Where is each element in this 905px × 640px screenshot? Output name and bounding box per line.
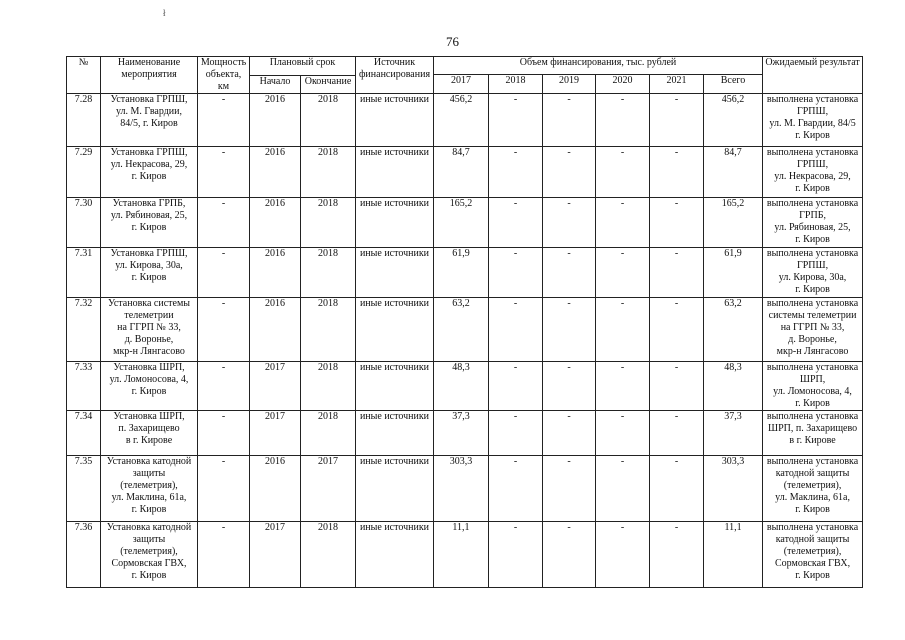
year-value: 11,1 — [434, 522, 489, 588]
year-value: 48,3 — [434, 362, 489, 411]
year-value: 61,9 — [434, 248, 489, 298]
capacity: - — [198, 411, 250, 456]
total-value: 303,3 — [704, 456, 763, 522]
event-name-line: г. Киров — [131, 386, 167, 397]
capacity: - — [198, 522, 250, 588]
event-name-line: защиты — [132, 534, 166, 545]
event-name-line: ул. Ломоносова, 4, — [109, 374, 189, 385]
start-year: 2017 — [250, 522, 301, 588]
end-year: 2018 — [301, 94, 356, 147]
header-year: 2017 — [434, 75, 489, 94]
row-number: 7.30 — [67, 198, 101, 248]
total-value: 37,3 — [704, 411, 763, 456]
event-name-line: Сормовская ГВХ, — [111, 558, 187, 569]
expected-result — [763, 362, 863, 411]
expected-result-line: выполнена установка — [766, 456, 859, 467]
event-name-line: г. Киров — [131, 222, 167, 233]
year-value: 84,7 — [434, 147, 489, 198]
table-row — [67, 248, 863, 298]
start-year: 2016 — [250, 248, 301, 298]
year-value: - — [489, 456, 543, 522]
year-value: - — [489, 147, 543, 198]
event-name-line: (телеметрия), — [120, 480, 178, 491]
event-name-line: Установка катодной — [106, 456, 192, 467]
year-value: - — [543, 298, 596, 362]
expected-result-line: выполнена установка — [766, 248, 859, 259]
table-row — [67, 456, 863, 522]
year-value: - — [596, 248, 650, 298]
header-start: Начало — [250, 76, 301, 94]
funding-source: иные источники — [356, 147, 434, 198]
event-name-line: г. Киров — [131, 171, 167, 182]
expected-result-line: выполнена установка — [766, 298, 859, 309]
expected-result-line: ул. Ломоносова, 4, — [773, 386, 852, 397]
expected-result-line: ул. Кирова, 30а, — [778, 272, 847, 283]
row-number: 7.34 — [67, 411, 101, 456]
end-year: 2018 — [301, 198, 356, 248]
expected-result-line: д. Воронье, — [788, 334, 837, 345]
expected-result-line: ШРП, п. Захарищево — [767, 423, 858, 434]
year-value: - — [489, 362, 543, 411]
event-name-line: г. Киров — [131, 504, 167, 515]
year-value: - — [596, 298, 650, 362]
header-source: Источник финансирования — [356, 57, 434, 94]
expected-result-line: г. Киров — [795, 183, 830, 194]
table-row — [67, 198, 863, 248]
total-value: 84,7 — [704, 147, 763, 198]
event-name-line: ул. М. Гвардии, — [115, 106, 183, 117]
year-value: - — [489, 411, 543, 456]
end-year: 2018 — [301, 522, 356, 588]
header-total: Всего — [704, 75, 763, 94]
start-year: 2016 — [250, 198, 301, 248]
capacity: - — [198, 362, 250, 411]
financing-table — [66, 56, 863, 588]
total-value: 48,3 — [704, 362, 763, 411]
expected-result-line: выполнена установка — [766, 522, 859, 533]
expected-result-line: г. Киров — [795, 570, 830, 581]
capacity: - — [198, 298, 250, 362]
header-year: 2021 — [650, 75, 704, 94]
expected-result-line: г. Киров — [795, 398, 830, 409]
row-number: 7.28 — [67, 94, 101, 147]
event-name — [101, 147, 198, 198]
row-number: 7.31 — [67, 248, 101, 298]
event-name-line: 84/5, г. Киров — [120, 118, 178, 129]
start-year: 2016 — [250, 147, 301, 198]
event-name-line: ул. Маклина, 61а, — [111, 492, 187, 503]
expected-result-line: выполнена установка — [766, 411, 859, 422]
end-year: 2018 — [301, 147, 356, 198]
funding-source: иные источники — [356, 362, 434, 411]
expected-result-line: в г. Кирове — [789, 435, 836, 446]
table-row — [67, 298, 863, 362]
year-value: - — [489, 522, 543, 588]
year-value: - — [543, 198, 596, 248]
header-capacity: Мощность объекта, км — [198, 57, 250, 94]
end-year: 2018 — [301, 411, 356, 456]
total-value: 61,9 — [704, 248, 763, 298]
event-name — [101, 411, 198, 456]
expected-result-line: ШРП, — [799, 374, 826, 385]
year-value: - — [489, 198, 543, 248]
funding-source: иные источники — [356, 522, 434, 588]
year-value: - — [650, 456, 704, 522]
year-value: - — [650, 147, 704, 198]
expected-result-line: ул. Некрасова, 29, — [774, 171, 851, 182]
expected-result — [763, 147, 863, 198]
year-value: 303,3 — [434, 456, 489, 522]
expected-result-line: ул. Маклина, 61а, — [775, 492, 850, 503]
event-name-line: ул. Кирова, 30а, — [115, 260, 183, 271]
capacity: - — [198, 198, 250, 248]
year-value: - — [543, 147, 596, 198]
funding-source: иные источники — [356, 298, 434, 362]
year-value: - — [650, 362, 704, 411]
start-year: 2016 — [250, 298, 301, 362]
capacity: - — [198, 147, 250, 198]
event-name — [101, 248, 198, 298]
event-name — [101, 362, 198, 411]
table-row — [67, 362, 863, 411]
funding-source: иные источники — [356, 94, 434, 147]
expected-result-line: (телеметрия), — [783, 480, 842, 491]
event-name-line: мкр-н Лянгасово — [113, 346, 185, 357]
year-value: - — [489, 94, 543, 147]
capacity: - — [198, 248, 250, 298]
total-value: 456,2 — [704, 94, 763, 147]
expected-result-line: ГРПШ, — [796, 260, 829, 271]
header-year: 2020 — [596, 75, 650, 94]
year-value: 63,2 — [434, 298, 489, 362]
page-number: 76 — [446, 34, 459, 49]
expected-result — [763, 198, 863, 248]
expected-result-line: ул. М. Гвардии, 84/5 — [769, 118, 856, 129]
expected-result — [763, 298, 863, 362]
year-value: - — [543, 522, 596, 588]
expected-result-line: выполнена установка — [766, 147, 859, 158]
start-year: 2017 — [250, 411, 301, 456]
expected-result-line: выполнена установка — [766, 198, 859, 209]
end-year: 2017 — [301, 456, 356, 522]
expected-result-line: г. Киров — [795, 284, 830, 295]
table-body — [67, 94, 863, 588]
expected-result-line: катодной защиты — [775, 534, 850, 545]
header-num: № — [67, 57, 101, 94]
scan-artifact: ł — [163, 8, 166, 18]
year-value: - — [650, 411, 704, 456]
funding-source: иные источники — [356, 456, 434, 522]
year-value: - — [596, 147, 650, 198]
event-name-line: ул. Рябиновая, 25, — [110, 210, 188, 221]
expected-result-line: г. Киров — [795, 130, 830, 141]
expected-result-line: катодной защиты — [775, 468, 850, 479]
expected-result-line: (телеметрия), — [783, 546, 842, 557]
event-name — [101, 94, 198, 147]
header-period: Плановый срок — [250, 57, 356, 76]
header-volume: Объем финансирования, тыс. рублей — [434, 57, 763, 75]
event-name — [101, 456, 198, 522]
event-name — [101, 298, 198, 362]
event-name-line: Установка катодной — [106, 522, 192, 533]
year-value: - — [596, 362, 650, 411]
year-value: - — [650, 522, 704, 588]
expected-result — [763, 522, 863, 588]
year-value: - — [489, 298, 543, 362]
table-row — [67, 522, 863, 588]
row-number: 7.32 — [67, 298, 101, 362]
expected-result-line: Сормовская ГВХ, — [774, 558, 851, 569]
year-value: - — [596, 522, 650, 588]
expected-result-line: ГРПШ, — [796, 106, 829, 117]
table-row — [67, 94, 863, 147]
event-name-line: в г. Кирове — [125, 435, 173, 446]
year-value: - — [543, 248, 596, 298]
header-name: Наименование мероприятия — [101, 57, 198, 94]
start-year: 2016 — [250, 456, 301, 522]
event-name-line: ул. Некрасова, 29, — [110, 159, 188, 170]
funding-source: иные источники — [356, 411, 434, 456]
event-name — [101, 198, 198, 248]
header-year: 2018 — [489, 75, 543, 94]
year-value: - — [650, 298, 704, 362]
year-value: - — [543, 94, 596, 147]
expected-result-line: на ГГРП № 33, — [780, 322, 845, 333]
expected-result-line: ГРПШ, — [796, 159, 829, 170]
expected-result-line: г. Киров — [795, 504, 830, 515]
year-value: 165,2 — [434, 198, 489, 248]
year-value: 37,3 — [434, 411, 489, 456]
header-end: Окончание — [301, 76, 356, 94]
year-value: - — [596, 411, 650, 456]
event-name-line: Установка ШРП, — [113, 411, 185, 422]
year-value: - — [650, 94, 704, 147]
table-row — [67, 147, 863, 198]
event-name-line: г. Киров — [131, 570, 167, 581]
row-number: 7.33 — [67, 362, 101, 411]
event-name-line: Установка ГРПШ, — [110, 248, 188, 259]
expected-result — [763, 456, 863, 522]
row-number: 7.35 — [67, 456, 101, 522]
total-value: 165,2 — [704, 198, 763, 248]
event-name-line: телеметрии — [124, 310, 174, 321]
funding-source: иные источники — [356, 198, 434, 248]
year-value: - — [596, 198, 650, 248]
year-value: - — [596, 94, 650, 147]
expected-result-line: системы телеметрии — [768, 310, 857, 321]
year-value: - — [489, 248, 543, 298]
year-value: - — [543, 456, 596, 522]
expected-result — [763, 411, 863, 456]
expected-result-line: г. Киров — [795, 234, 830, 245]
event-name-line: Установка ГРПШ, — [110, 147, 188, 158]
end-year: 2018 — [301, 298, 356, 362]
expected-result-line: мкр-н Лянгасово — [776, 346, 849, 357]
start-year: 2017 — [250, 362, 301, 411]
event-name-line: на ГГРП № 33, — [117, 322, 181, 333]
total-value: 11,1 — [704, 522, 763, 588]
event-name-line: (телеметрия), — [120, 546, 178, 557]
capacity: - — [198, 456, 250, 522]
funding-source: иные источники — [356, 248, 434, 298]
capacity: - — [198, 94, 250, 147]
header-result: Ожидаемый результат — [763, 57, 863, 94]
event-name — [101, 522, 198, 588]
event-name-line: Установка ГРПШ, — [110, 94, 188, 105]
year-value: 456,2 — [434, 94, 489, 147]
year-value: - — [650, 198, 704, 248]
row-number: 7.36 — [67, 522, 101, 588]
year-value: - — [543, 411, 596, 456]
end-year: 2018 — [301, 362, 356, 411]
expected-result-line: ул. Рябиновая, 25, — [774, 222, 851, 233]
year-value: - — [543, 362, 596, 411]
header-year: 2019 — [543, 75, 596, 94]
event-name-line: Установка системы — [107, 298, 191, 309]
end-year: 2018 — [301, 248, 356, 298]
table-row — [67, 411, 863, 456]
expected-result — [763, 94, 863, 147]
expected-result-line: выполнена установка — [766, 362, 859, 373]
row-number: 7.29 — [67, 147, 101, 198]
start-year: 2016 — [250, 94, 301, 147]
expected-result-line: выполнена установка — [766, 94, 859, 105]
event-name-line: защиты — [132, 468, 166, 479]
event-name-line: Установка ШРП, — [113, 362, 185, 373]
event-name-line: д. Воронье, — [124, 334, 174, 345]
event-name-line: г. Киров — [131, 272, 167, 283]
event-name-line: Установка ГРПБ, — [112, 198, 186, 209]
expected-result-line: ГРПБ, — [799, 210, 826, 221]
year-value: - — [650, 248, 704, 298]
event-name-line: п. Захарищево — [118, 423, 180, 434]
year-value: - — [596, 456, 650, 522]
total-value: 63,2 — [704, 298, 763, 362]
expected-result — [763, 248, 863, 298]
